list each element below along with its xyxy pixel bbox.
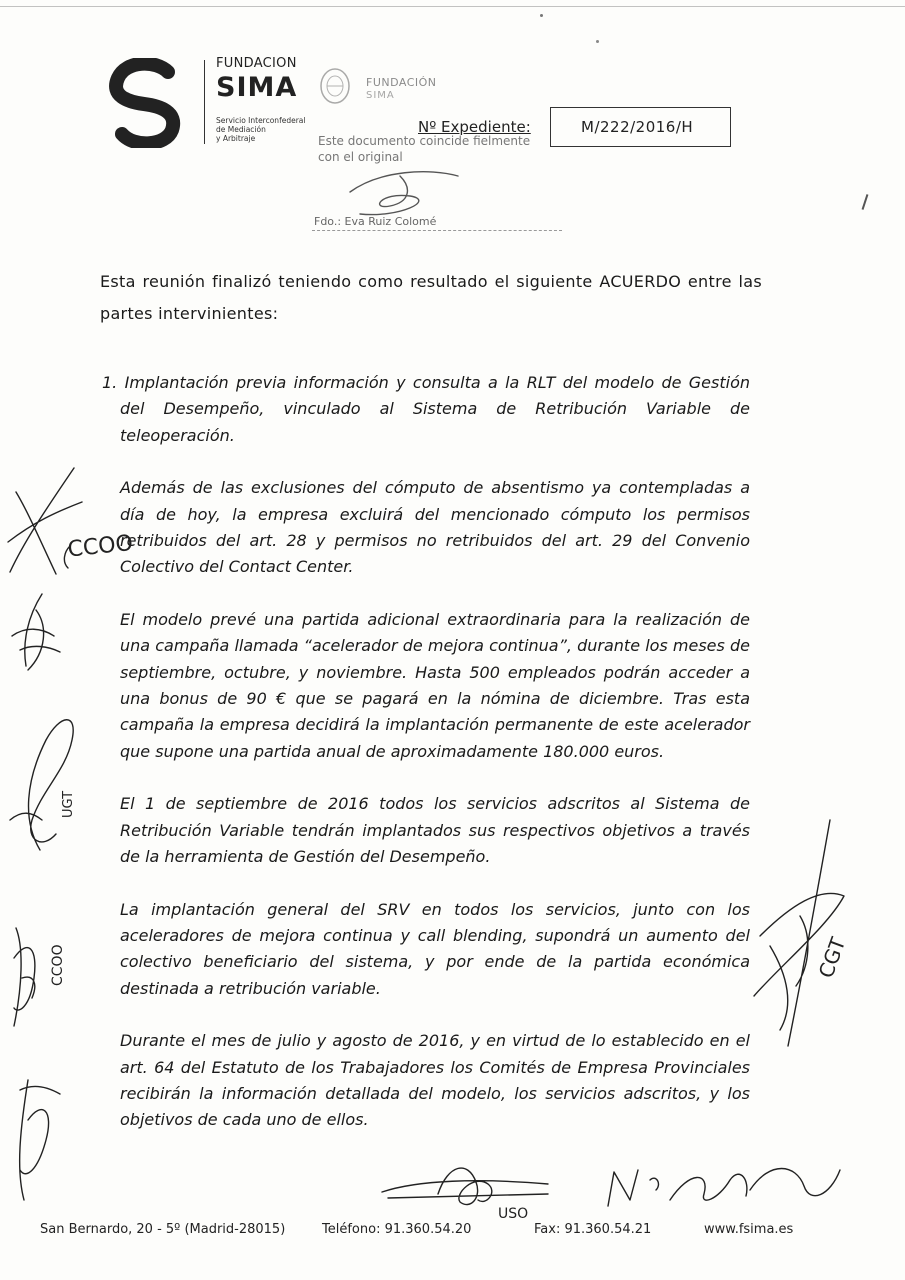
- agreement-paragraph: El 1 de septiembre de 2016 todos los servicios adscritos al Sistema de Retribución Variable tendrán implantados sus respectivos objetivos a través de la herramienta de Gestión del Desempeño.: [120, 794, 750, 867]
- org-description: [216, 116, 326, 143]
- agreement-paragraph: El modelo prevé una partida adicional extraordinaria para la realización de una campaña llamada “acelerador de mejora continua”, durante los meses de septiembre, octubre, y noviembre. Hasta 500 empleados podrán acceder a una bonus de 90 € que se pagará en la nómina de diciembre. Tras esta campaña la empresa decidirá la implantación permanente de este acelerador que supone una partida anual de aproximadamente 180.000 euros.: [120, 609, 750, 761]
- scan-mark: [862, 194, 869, 210]
- margin-signature-ugt: [2, 700, 92, 864]
- footer-phone: Teléfono: 91.360.54.20: [322, 1222, 472, 1237]
- expediente-label: Nº Expediente:: [418, 118, 531, 136]
- margin-label-ccoo: CCOO: [66, 530, 135, 563]
- bottom-signature-1: [378, 1154, 558, 1228]
- margin-signature: [6, 586, 66, 680]
- agreement-section: [102, 370, 750, 1134]
- org-description-line: de Mediación: [216, 125, 266, 134]
- agreement-item: 1. Implantación previa información y consulta a la RLT del modelo de Gestión del Desempeño, vinculado al Sistema de Retribución Variable de teleoperación.: [102, 373, 750, 445]
- bottom-signature-2: [600, 1150, 850, 1224]
- stamp-signature: [340, 162, 470, 222]
- margin-signature-cgt: [740, 816, 860, 1060]
- stamp-org: SIMA: [366, 90, 395, 101]
- org-name-main: SIMA: [216, 72, 298, 103]
- expediente-value: M/222/2016/H: [581, 118, 694, 136]
- org-description-line: Servicio Interconfederal: [216, 116, 306, 125]
- margin-signature-uso: [6, 1060, 76, 1214]
- page-footer: [40, 1222, 810, 1242]
- margin-signature-ccoo-2: [4, 918, 84, 1042]
- scan-speck: [596, 40, 599, 43]
- margin-label-ccoo-2: CCOO: [50, 944, 66, 986]
- scan-speck: [540, 14, 543, 17]
- org-description-line: y Arbitraje: [216, 134, 256, 143]
- footer-address: San Bernardo, 20 - 5º (Madrid-28015): [40, 1222, 286, 1237]
- logo-divider: [204, 60, 205, 144]
- sima-logo-icon: [108, 58, 184, 148]
- bottom-signature-label: USO: [498, 1206, 529, 1222]
- stamp-certification-line: con el original: [318, 150, 403, 164]
- stamp-fundacion: FUNDACIÓN: [366, 76, 437, 89]
- margin-label-cgt: CGT: [813, 934, 851, 982]
- margin-label-ugt: UGT: [61, 790, 76, 818]
- stamp-underline: [312, 230, 562, 231]
- stamp-seal-icon: [318, 66, 352, 106]
- stamp-certification-line: Este documento coincide fielmente: [318, 134, 531, 148]
- agreement-paragraph: La implantación general del SRV en todos los servicios, junto con los aceleradores de mejora continua y call blending, supondrá un aumento del colectivo beneficiario del sistema, y por ende de la partida económica destinada a retribución variable.: [120, 899, 750, 998]
- agreement-paragraph: Durante el mes de julio y agosto de 2016, y en virtud de lo establecido en el art. 64 del Estatuto de los Trabajadores los Comités de Empresa Provinciales recibirán la información detallada del modelo, los servicios adscritos, y los objetivos de cada uno de ellos.: [120, 1031, 750, 1130]
- intro-paragraph: Esta reunión finalizó teniendo como resultado el siguiente ACUERDO entre las partes intervinientes:: [100, 272, 762, 323]
- scan-edge-line: [0, 6, 905, 7]
- stamp-signed-by: Fdo.: Eva Ruiz Colomé: [314, 215, 437, 228]
- footer-fax: Fax: 91.360.54.21: [534, 1222, 652, 1237]
- org-name-top: FUNDACION: [216, 56, 297, 71]
- agreement-paragraph: Además de las exclusiones del cómputo de absentismo ya contempladas a día de hoy, la empresa excluirá del mencionado cómputo los permisos retribuidos del art. 28 y permisos no retribuidos del art. 29 del Convenio Colectivo del Contact Center.: [120, 478, 750, 577]
- footer-web: www.fsima.es: [704, 1222, 794, 1237]
- margin-signature-ccoo: [4, 462, 135, 586]
